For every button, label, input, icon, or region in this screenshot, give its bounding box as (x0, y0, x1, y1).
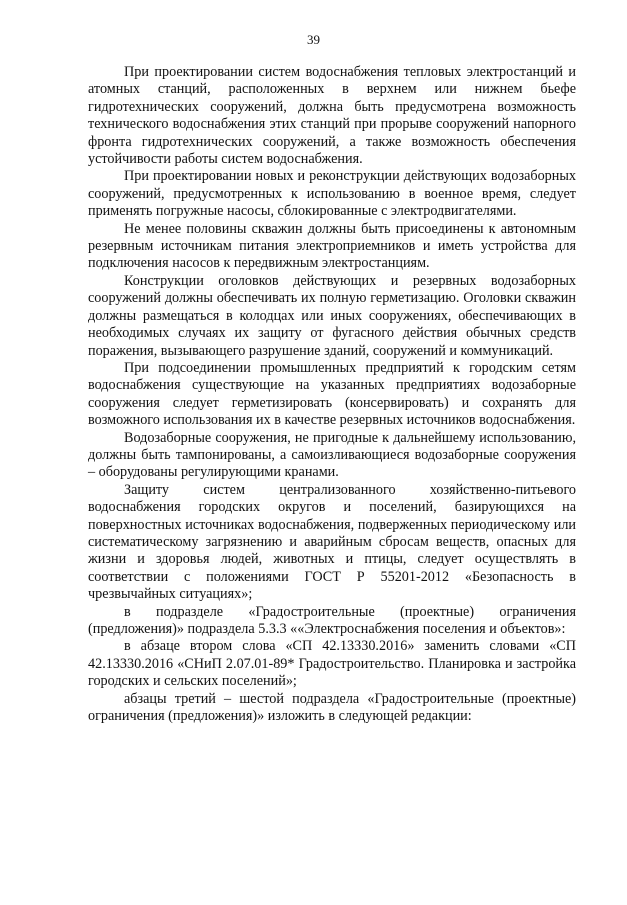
paragraph: Конструкции оголовков действующих и резервных водозаборных сооружений должны обеспечивать их полную герметизацию. Оголовки скважин должны размещаться в колодцах или иных сооружениях, обеспечивающих в необходимых случаях их защиту от фугасного действия обычных средств поражения, вызывающего разрушение зданий, сооружений и коммуникаций. (88, 272, 576, 359)
paragraph: При проектировании новых и реконструкции действующих водозаборных сооружений, предусмотренных к использованию в военное время, следует применять погружные насосы, сблокированные с электродвигателями. (88, 168, 576, 220)
paragraph: абзацы третий – шестой подраздела «Градостроительные (проектные) ограничения (предложения)» изложить в следующей редакции: (88, 690, 576, 725)
paragraph: Не менее половины скважин должны быть присоединены к автономным резервным источникам питания электроприемников и иметь устройства для подключения насосов к передвижным электростанциям. (88, 220, 576, 272)
paragraph: При подсоединении промышленных предприятий к городским сетям водоснабжения существующие на указанных предприятиях водозаборные сооружения следует герметизировать (консервировать) и сохранять для возможного использования их в качестве резервных источников водоснабжения. (88, 359, 576, 429)
paragraph: в подразделе «Градостроительные (проектные) ограничения (предложения)» подраздела 5.3.3 ««Электроснабжения поселения и объектов»: (88, 603, 576, 637)
page-number: 39 (307, 32, 320, 47)
paragraph: Водозаборные сооружения, не пригодные к дальнейшему использованию, должны быть тампонированы, а самоизливающиеся водозаборные сооружения – оборудованы регулирующими кранами. (88, 429, 576, 481)
paragraph: Защиту систем централизованного хозяйственно-питьевого водоснабжения городских округов и поселений, базирующихся на поверхностных источниках водоснабжения, подверженных периодическому или систематическому загрязнению и аварийным сбросам веществ, опасных для жизни и здоровья людей, животных и птицы, следует осуществлять в соответствии с положениями ГОСТ Р 55201-2012 «Безопасность в чрезвычайных ситуациях»; (88, 481, 576, 603)
paragraph: При проектировании систем водоснабжения тепловых электростанций и атомных станций, расположенных в верхнем или нижнем бьефе гидротехнических сооружений, должна быть предусмотрена возможность технического водоснабжения этих станций при прорыве сооружений напорного фронта гидротехнических сооружений, а также возможность обеспечения устойчивости работы систем водоснабжения. (88, 64, 576, 168)
document-body (88, 64, 576, 725)
paragraph: в абзаце втором слова «СП 42.13330.2016» заменить словами «СП 42.13330.2016 «СНиП 2.07.01-89* Градостроительство. Планировка и застройка городских и сельских поселений»; (88, 638, 576, 690)
